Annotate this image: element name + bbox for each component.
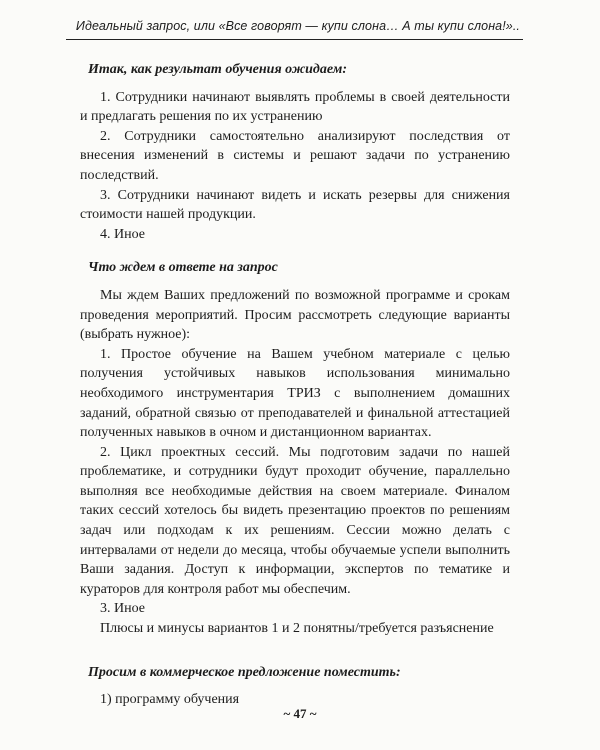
variant-item: 1. Простое обучение на Вашем учебном материале с целью получения устойчивых навыков использования минимально необходимого инструментария ТРИЗ с выполнением домашних заданий, обратной связью от преподавателей и финальной аттестацией полученных навыков в очном и дистанционном вариантах. <box>80 346 510 441</box>
response-intro-paragraph: Мы ждем Ваших предложений по возможной программе и срокам проведения мероприятий. Просим рассмотреть следующие варианты (выбрать нужное): <box>80 287 510 343</box>
page-number: ~ 47 ~ <box>283 706 317 721</box>
variants-note: Плюсы и минусы вариантов 1 и 2 понятны/требуется разъяснение <box>100 621 494 637</box>
section-heading-commercial-offer: Просим в коммерческое предложение поместить: <box>88 664 401 680</box>
expected-result-item: 4. Иное <box>100 226 145 242</box>
section-heading-expected-results: Итак, как результат обучения ожидаем: <box>88 62 347 77</box>
running-head: Идеальный запрос, или «Все говорят — купи слона… А ты купи слона!».. <box>75 19 520 33</box>
variant-item: 3. Иное <box>100 601 145 617</box>
section-heading-response-expectations: Что ждем в ответе на запрос <box>88 260 278 276</box>
offer-item: 1) программу обучения <box>100 692 240 708</box>
expected-result-item: 3. Сотрудники начинают видеть и искать резервы для снижения стоимости нашей продукции. <box>80 187 510 223</box>
expected-result-item: 2. Сотрудники самостоятельно анализируют последствия от внесения изменений в системы и решают задачи по устранению последствий. <box>80 128 510 183</box>
page-body <box>80 60 510 710</box>
header-rule <box>66 39 523 40</box>
variant-item: 2. Цикл проектных сессий. Мы подготовим задачи по нашей проблематике, и сотрудники будут проходит обучение, параллельно выполняя все необходимые действия на своем материале. Финалом таких сессий хотелось бы видеть презентацию проектов по решениям задач или подходам к их решениям. Сессии можно делать с интервалами от недели до месяца, чтобы обучаемые успели выполнить Ваши задания. Доступ к информации, экспертов по тематике и кураторов для контроля работ мы обеспечим. <box>80 444 510 597</box>
expected-result-item: 1. Сотрудники начинают выявлять проблемы в своей деятельности и предлагать решения по их устранению <box>80 89 510 125</box>
